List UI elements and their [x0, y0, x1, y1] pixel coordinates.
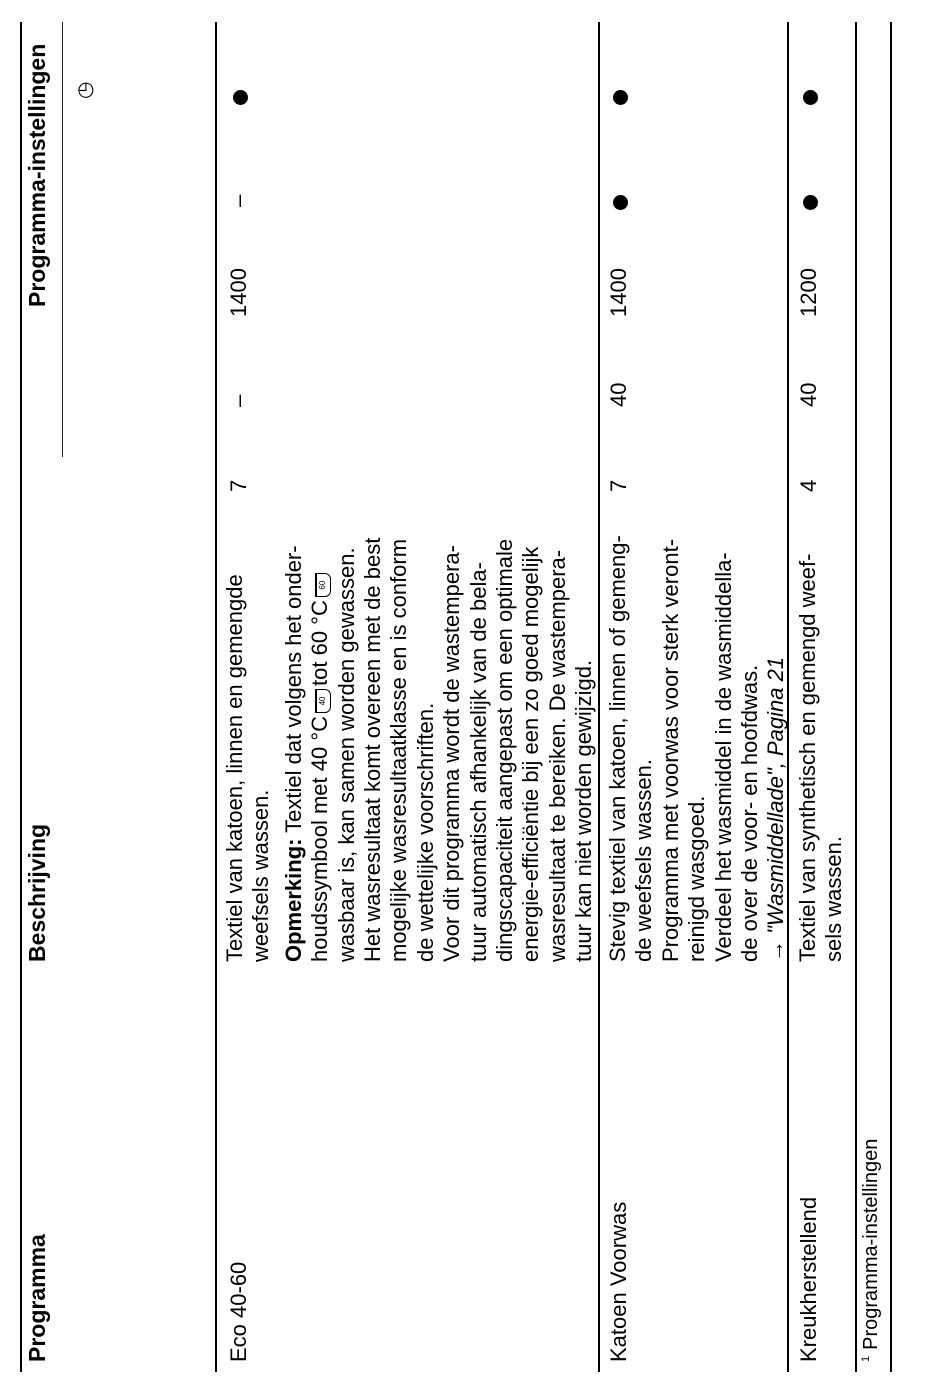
- temp-value: 40: [796, 382, 821, 407]
- program-eco-40-60: Eco 40-60: [226, 1261, 251, 1362]
- desc-line: Textiel van katoen, linnen en gemengde: [222, 574, 247, 962]
- spin-value: 1200: [796, 268, 821, 317]
- desc-line: mogelijke wasresultaatklasse en is conform: [386, 538, 412, 962]
- option-dot-icon: [803, 90, 818, 105]
- desc-line: Verdeel het wasmiddel in de wasmiddella-: [710, 552, 736, 962]
- option-value: –: [226, 194, 251, 207]
- arrow-icon: →: [763, 940, 789, 962]
- spin-value: 1400: [226, 268, 251, 317]
- desc-line: tuur automatisch afhankelijk van de bela-: [465, 562, 491, 962]
- program-katoen-voorwas: Katoen Voorwas: [606, 1201, 631, 1362]
- desc-line: reinigd wasgoed.: [684, 795, 710, 962]
- desc-line: Programma met voorwas voor sterk veront-: [657, 538, 683, 962]
- desc-line: dingscapaciteit aangepast om een optimale: [492, 538, 518, 962]
- note-text: Textiel dat volgens het onder-: [280, 545, 306, 839]
- desc-line: Het wasresultaat komt overeen met de best: [360, 537, 386, 962]
- bottom-rule: [890, 22, 892, 1372]
- footnote-rule: [855, 22, 857, 1372]
- desc-line: tuur kan niet worden gewijzigd.: [571, 659, 597, 962]
- header-rule: [215, 22, 217, 1372]
- desc-line: Stevig textiel van katoen, linnen of gemeng-: [605, 535, 630, 962]
- description-eco-40-60: [222, 538, 598, 962]
- desc-line: wasresultaat te bereiken. De wastempera-: [544, 549, 570, 962]
- settings-subrule: [62, 22, 63, 457]
- note-line: [281, 538, 307, 962]
- desc-line: sels wassen.: [821, 836, 847, 962]
- row-rule-1: [598, 22, 600, 1372]
- load-value: 4: [796, 479, 821, 492]
- option-dot-icon: [803, 195, 818, 210]
- spin-swirl-icon: ◷: [74, 81, 96, 99]
- footnote-text: Programma-instellingen: [860, 1138, 882, 1350]
- desc-line: de wettelijke voorschriften.: [412, 702, 438, 962]
- description-katoen-voorwas: [605, 535, 790, 962]
- option-dot-icon: [613, 195, 628, 210]
- load-value: 7: [226, 479, 251, 492]
- note-line-symbols: [307, 538, 333, 962]
- desc-line: Voor dit programma wordt de wastempera-: [439, 545, 465, 962]
- program-kreukherstellend: Kreukherstellend: [796, 1196, 821, 1362]
- cross-reference[interactable]: [763, 535, 789, 962]
- header-program: Programma: [24, 1234, 50, 1362]
- footnote-marker: 1: [860, 1355, 873, 1362]
- note-label: Opmerking:: [280, 838, 306, 962]
- care-symbol-60-icon: 60: [315, 573, 331, 597]
- cross-reference-link[interactable]: "Wasmiddellade", Pagina 21: [763, 656, 789, 934]
- temp-value: 40: [606, 382, 631, 407]
- note-text: tot 60 °C: [307, 600, 333, 686]
- note-text: houdssymbool met 40 °C: [307, 715, 333, 962]
- description-kreukherstellend: [795, 554, 848, 962]
- desc-line: de weefsels wassen.: [631, 759, 657, 962]
- header-settings: Programma-instellingen: [24, 43, 50, 307]
- desc-line: weefsels wassen.: [248, 789, 274, 962]
- footnote: [860, 1139, 883, 1362]
- care-symbol-40-icon: 40: [315, 689, 331, 713]
- option-dot-icon: [233, 90, 248, 105]
- top-rule: [20, 22, 22, 1372]
- temp-value: –: [226, 394, 251, 407]
- desc-line: wasbaar is, kan samen worden gewassen.: [333, 547, 359, 962]
- desc-line: energie-efficiëntie bij een zo goed mogelijk: [518, 546, 544, 962]
- load-value: 7: [606, 479, 631, 492]
- option-dot-icon: [613, 90, 628, 105]
- spin-value: 1400: [606, 268, 631, 317]
- desc-line: de over de voor- en hoofdwas.: [737, 664, 763, 962]
- desc-line: Textiel van synthetisch en gemengd weef-: [795, 553, 820, 962]
- header-description: Beschrijving: [24, 823, 50, 962]
